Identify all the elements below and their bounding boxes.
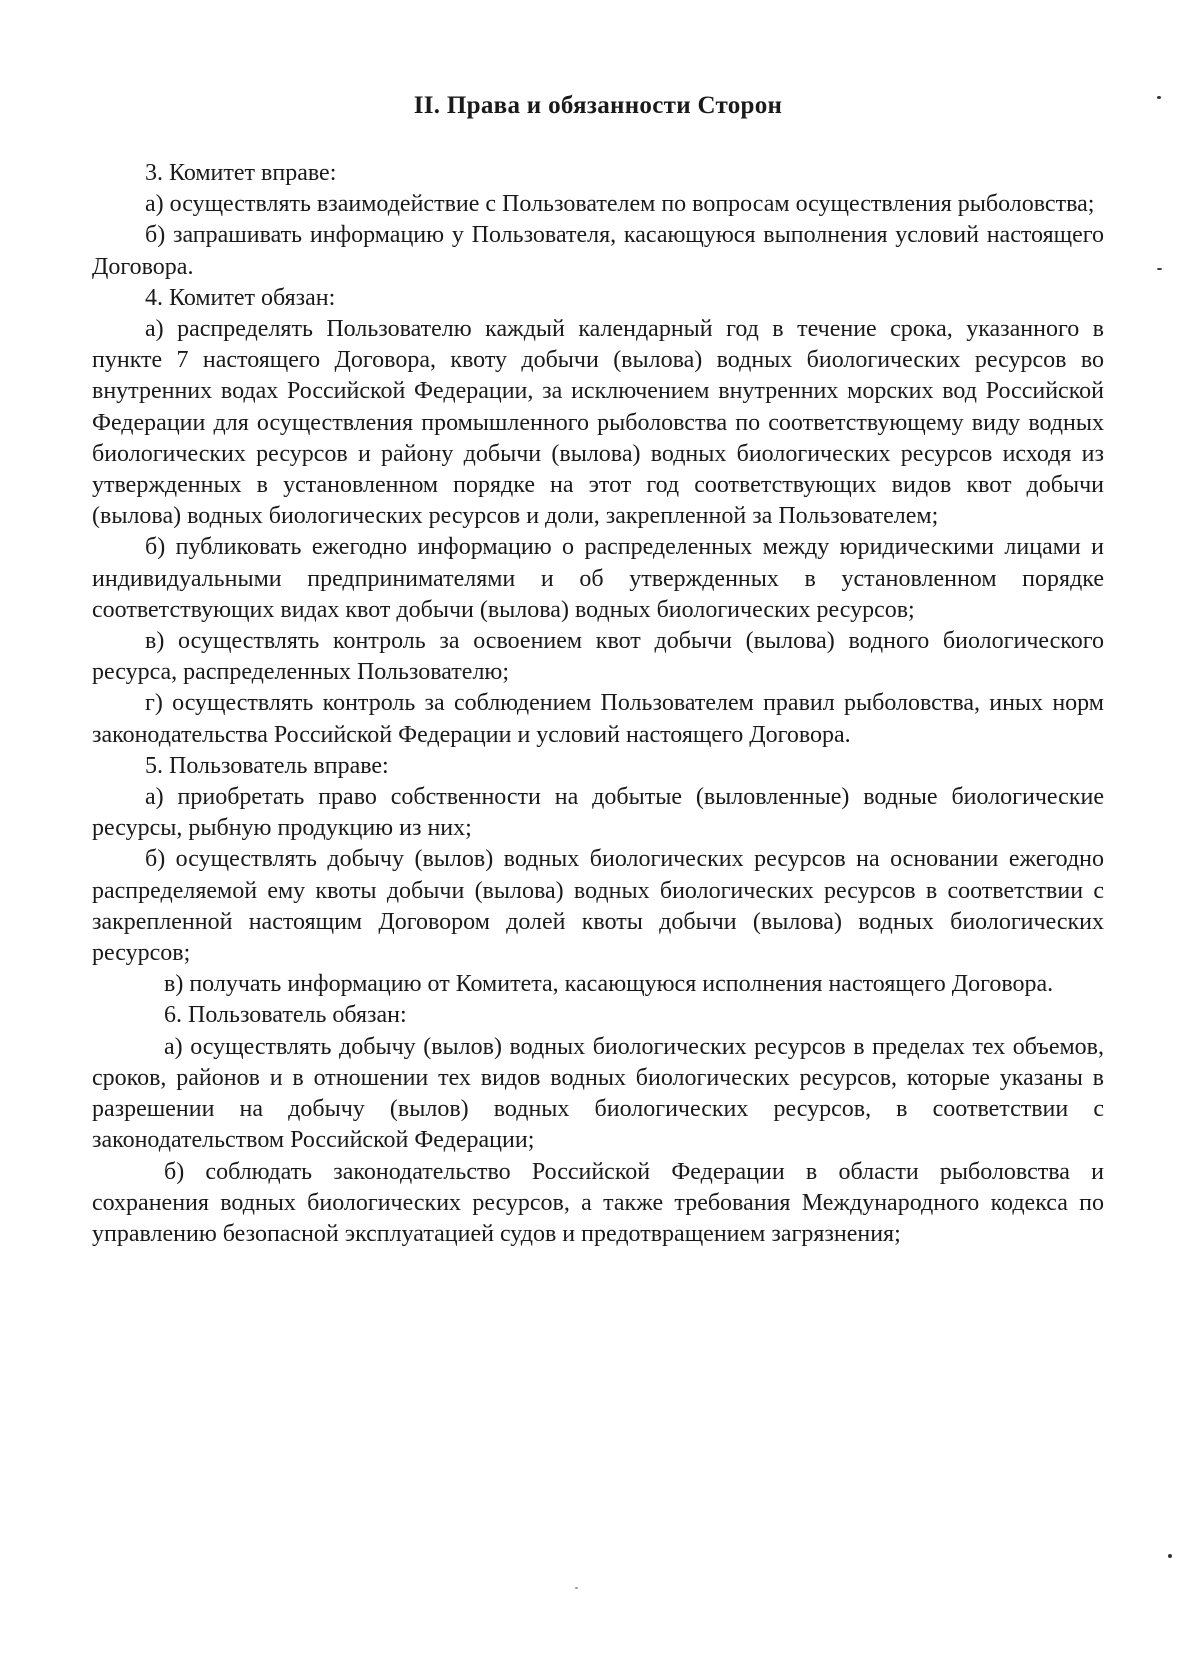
clause-5a: а) приобретать право собственности на добытые (выловленные) водные биологические ресурсы, рыбную продукцию из них;	[92, 784, 1104, 842]
clause-6-heading: 6. Пользователь обязан:	[164, 1002, 407, 1029]
clause-6a: а) осуществлять добычу (вылов) водных биологических ресурсов в пределах тех объемов, сроков, районов и в отношении тех видов водных биологических ресурсов, которые указаны в разрешении на добычу (вылов) водных биологических ресурсов, в соответствии с законодательством Российской Федерации;	[92, 1033, 1104, 1154]
scan-speck	[1168, 1554, 1172, 1558]
clause-3a: а) осуществлять взаимодействие с Пользователем по вопросам осуществления рыболовства;	[145, 191, 1095, 218]
clause-4a: а) распределять Пользователю каждый календарный год в течение срока, указанного в пункте 7 настоящего Договора, квоту добычи (вылова) водных биологических ресурсов во внутренних водах Российской Федерации, за исключением внутренних морских вод Российской Федерации для осуществления промышленного рыболовства по соответствующему виду водных биологических ресурсов и району добычи (вылова) водных биологических ресурсов исходя из утвержденных в установленном порядке на этот год соответствующих видов квот добычи (вылова) водных биологических ресурсов и доли, закрепленной за Пользователем;	[92, 316, 1104, 530]
scan-speck	[1157, 268, 1162, 270]
scan-speck	[575, 1587, 578, 1589]
clause-4-heading: 4. Комитет обязан:	[145, 284, 336, 311]
clause-5v: в) получать информацию от Комитета, касающуюся исполнения настоящего Договора.	[164, 971, 1054, 998]
clause-4g: г) осуществлять контроль за соблюдением Пользователем правил рыболовства, иных норм законодательства Российской Федерации и условий настоящего Договора.	[92, 690, 1104, 748]
document-page	[92, 92, 1104, 1250]
clause-3-heading: 3. Комитет вправе:	[145, 160, 337, 186]
clause-4v: в) осуществлять контроль за освоением квот добычи (вылова) водного биологического ресурса, распределенных Пользователю;	[92, 628, 1104, 686]
clause-5-heading: 5. Пользователь вправе:	[145, 752, 389, 779]
scan-speck	[1157, 96, 1161, 99]
clause-4b: б) публиковать ежегодно информацию о распределенных между юридическими лицами и индивидуальными предпринимателями и об утвержденных в установленном порядке соответствующих видах квот добычи (вылова) водных биологических ресурсов;	[92, 534, 1104, 623]
clause-3b: б) запрашивать информацию у Пользователя, касающуюся выполнения условий настоящего Договора.	[92, 222, 1104, 280]
section-title: II. Права и обязанности Сторон	[413, 92, 783, 119]
clause-6b: б) соблюдать законодательство Российской Федерации в области рыболовства и сохранения водных биологических ресурсов, а также требования Международного кодекса по управлению безопасной эксплуатацией судов и предотвращением загрязнения;	[92, 1158, 1104, 1247]
clause-5b: б) осуществлять добычу (вылов) водных биологических ресурсов на основании ежегодно распределяемой ему квоты добычи (вылова) водных биологических ресурсов в соответствии с закрепленной настоящим Договором долей квоты добычи (вылова) водных биологических ресурсов;	[92, 846, 1104, 967]
